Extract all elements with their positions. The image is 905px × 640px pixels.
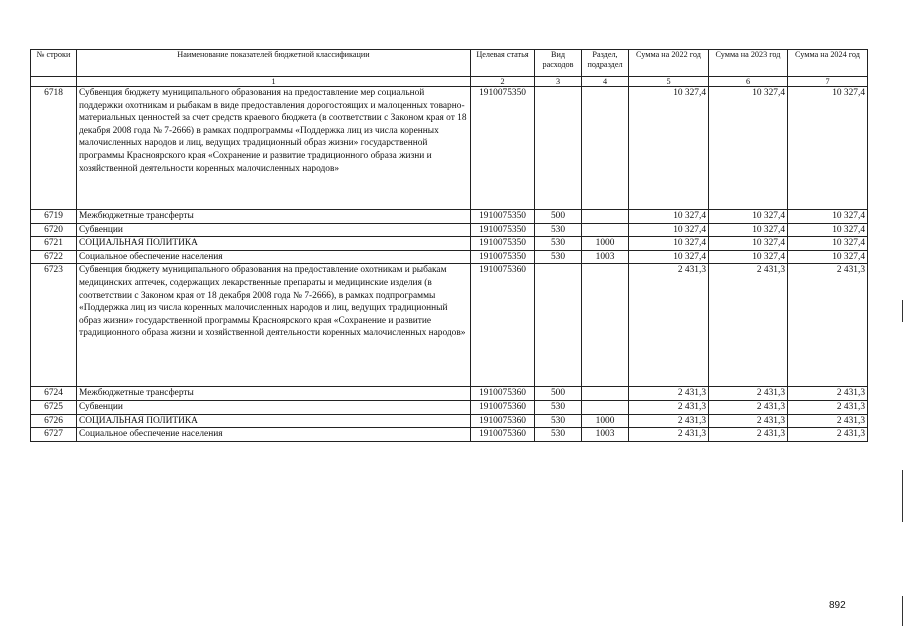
target-article-cell: 1910075360 bbox=[471, 414, 535, 428]
indicator-name-cell: Субвенции bbox=[77, 400, 471, 414]
row-number-cell: 6719 bbox=[31, 210, 77, 224]
header-sum-2022: Сумма на 2022 год bbox=[629, 50, 709, 77]
table-body bbox=[31, 87, 868, 442]
table-row bbox=[31, 223, 868, 237]
indicator-name-cell: Социальное обеспечение населения bbox=[77, 428, 471, 442]
page-number: 892 bbox=[829, 600, 846, 611]
column-number: 6 bbox=[709, 77, 788, 87]
sum-2024-cell: 2 431,3 bbox=[788, 414, 868, 428]
sum-2022-cell: 2 431,3 bbox=[629, 264, 709, 387]
sum-2022-cell: 10 327,4 bbox=[629, 210, 709, 224]
table-row bbox=[31, 387, 868, 401]
row-number-cell: 6723 bbox=[31, 264, 77, 387]
expense-kind-cell: 530 bbox=[535, 400, 582, 414]
sum-2023-cell: 10 327,4 bbox=[709, 210, 788, 224]
indicator-name-cell: СОЦИАЛЬНАЯ ПОЛИТИКА bbox=[77, 414, 471, 428]
row-number-cell: 6720 bbox=[31, 223, 77, 237]
sum-2023-cell: 2 431,3 bbox=[709, 387, 788, 401]
scan-edge-mark bbox=[902, 300, 903, 322]
table-row bbox=[31, 250, 868, 264]
column-number: 2 bbox=[471, 77, 535, 87]
section-cell bbox=[582, 400, 629, 414]
sum-2022-cell: 2 431,3 bbox=[629, 414, 709, 428]
indicator-name-cell: Межбюджетные трансферты bbox=[77, 210, 471, 224]
expense-kind-cell: 530 bbox=[535, 223, 582, 237]
sum-2023-cell: 2 431,3 bbox=[709, 264, 788, 387]
header-row bbox=[31, 50, 868, 77]
sum-2024-cell: 10 327,4 bbox=[788, 210, 868, 224]
sum-2024-cell: 10 327,4 bbox=[788, 237, 868, 251]
row-number-cell: 6727 bbox=[31, 428, 77, 442]
section-cell bbox=[582, 87, 629, 210]
header-indicator-name: Наименование показателей бюджетной классификации bbox=[77, 50, 471, 77]
indicator-name-cell: Социальное обеспечение населения bbox=[77, 250, 471, 264]
sum-2024-cell: 10 327,4 bbox=[788, 250, 868, 264]
target-article-cell: 1910075360 bbox=[471, 264, 535, 387]
expense-kind-cell: 530 bbox=[535, 414, 582, 428]
table-row bbox=[31, 414, 868, 428]
scan-edge-mark bbox=[902, 470, 903, 522]
table-row bbox=[31, 428, 868, 442]
column-number: 4 bbox=[582, 77, 629, 87]
section-cell: 1000 bbox=[582, 237, 629, 251]
target-article-cell: 1910075360 bbox=[471, 428, 535, 442]
sum-2023-cell: 2 431,3 bbox=[709, 400, 788, 414]
section-cell: 1003 bbox=[582, 250, 629, 264]
sum-2023-cell: 2 431,3 bbox=[709, 428, 788, 442]
indicator-name-cell: Субвенция бюджету муниципального образования на предоставление охотникам и рыбакам медицинских аптечек, содержащих лекарственные препараты и медицинские изделия (в соответствии с Законом края от 18 декабря 2008 года № 7-2666), в рамках подпрограммы «Поддержка лиц из числа коренных малочисленных народов и лиц, ведущих традиционный образ жизни» государственной программы Красноярского края «Сохранение и развитие традиционного образа жизни и хозяйственной деятельности коренных малочисленных народов» bbox=[77, 264, 471, 387]
header-expense-kind: Вид расходов bbox=[535, 50, 582, 77]
indicator-name-cell: СОЦИАЛЬНАЯ ПОЛИТИКА bbox=[77, 237, 471, 251]
target-article-cell: 1910075360 bbox=[471, 387, 535, 401]
indicator-name-cell: Субвенция бюджету муниципального образования на предоставление мер социальной поддержки охотникам и рыбакам в виде предоставления дорогостоящих и малоценных товарно-материальных ценностей за счет средств краевого бюджета (в соответствии с Законом края от 18 декабря 2008 года № 7-2666) в рамках подпрограммы «Поддержка лиц из числа коренных малочисленных народов и лиц, ведущих традиционный образ жизни» государственной программы Красноярского края «Сохранение и развитие традиционного образа жизни и хозяйственной деятельности коренных малочисленных народов» bbox=[77, 87, 471, 210]
scan-edge-mark bbox=[902, 596, 903, 626]
section-cell bbox=[582, 264, 629, 387]
header-sum-2024: Сумма на 2024 год bbox=[788, 50, 868, 77]
table-row bbox=[31, 87, 868, 210]
sum-2023-cell: 10 327,4 bbox=[709, 87, 788, 210]
target-article-cell: 1910075350 bbox=[471, 250, 535, 264]
expense-kind-cell: 500 bbox=[535, 387, 582, 401]
column-number: 5 bbox=[629, 77, 709, 87]
table-row bbox=[31, 400, 868, 414]
indicator-name-cell: Субвенции bbox=[77, 223, 471, 237]
row-number-cell: 6726 bbox=[31, 414, 77, 428]
sum-2023-cell: 10 327,4 bbox=[709, 250, 788, 264]
target-article-cell: 1910075350 bbox=[471, 87, 535, 210]
row-number-cell: 6721 bbox=[31, 237, 77, 251]
sum-2022-cell: 10 327,4 bbox=[629, 237, 709, 251]
sum-2024-cell: 2 431,3 bbox=[788, 400, 868, 414]
column-number: 7 bbox=[788, 77, 868, 87]
sum-2022-cell: 2 431,3 bbox=[629, 387, 709, 401]
sum-2024-cell: 10 327,4 bbox=[788, 223, 868, 237]
section-cell bbox=[582, 223, 629, 237]
sum-2023-cell: 2 431,3 bbox=[709, 414, 788, 428]
expense-kind-cell bbox=[535, 87, 582, 210]
expense-kind-cell bbox=[535, 264, 582, 387]
sum-2022-cell: 10 327,4 bbox=[629, 250, 709, 264]
sum-2024-cell: 2 431,3 bbox=[788, 428, 868, 442]
expense-kind-cell: 530 bbox=[535, 428, 582, 442]
section-cell bbox=[582, 387, 629, 401]
header-section: Раздел, подраздел bbox=[582, 50, 629, 77]
sum-2022-cell: 2 431,3 bbox=[629, 400, 709, 414]
expense-kind-cell: 530 bbox=[535, 237, 582, 251]
section-cell: 1003 bbox=[582, 428, 629, 442]
row-number-cell: 6724 bbox=[31, 387, 77, 401]
sum-2023-cell: 10 327,4 bbox=[709, 237, 788, 251]
sum-2024-cell: 2 431,3 bbox=[788, 387, 868, 401]
target-article-cell: 1910075360 bbox=[471, 400, 535, 414]
table-row bbox=[31, 210, 868, 224]
indicator-name-cell: Межбюджетные трансферты bbox=[77, 387, 471, 401]
column-number-row bbox=[31, 77, 868, 87]
column-number: 1 bbox=[77, 77, 471, 87]
expense-kind-cell: 530 bbox=[535, 250, 582, 264]
row-number-cell: 6722 bbox=[31, 250, 77, 264]
target-article-cell: 1910075350 bbox=[471, 210, 535, 224]
sum-2022-cell: 10 327,4 bbox=[629, 223, 709, 237]
budget-table bbox=[30, 49, 868, 442]
table-row bbox=[31, 237, 868, 251]
table-row bbox=[31, 264, 868, 387]
sum-2022-cell: 2 431,3 bbox=[629, 428, 709, 442]
target-article-cell: 1910075350 bbox=[471, 237, 535, 251]
row-number-cell: 6725 bbox=[31, 400, 77, 414]
header-target-article: Целевая статья bbox=[471, 50, 535, 77]
column-number: 3 bbox=[535, 77, 582, 87]
header-row-number: № строки bbox=[31, 50, 77, 77]
expense-kind-cell: 500 bbox=[535, 210, 582, 224]
sum-2024-cell: 10 327,4 bbox=[788, 87, 868, 210]
header-sum-2023: Сумма на 2023 год bbox=[709, 50, 788, 77]
section-cell bbox=[582, 210, 629, 224]
row-number-cell: 6718 bbox=[31, 87, 77, 210]
target-article-cell: 1910075350 bbox=[471, 223, 535, 237]
sum-2022-cell: 10 327,4 bbox=[629, 87, 709, 210]
column-number-blank bbox=[31, 77, 77, 87]
sum-2023-cell: 10 327,4 bbox=[709, 223, 788, 237]
section-cell: 1000 bbox=[582, 414, 629, 428]
sum-2024-cell: 2 431,3 bbox=[788, 264, 868, 387]
